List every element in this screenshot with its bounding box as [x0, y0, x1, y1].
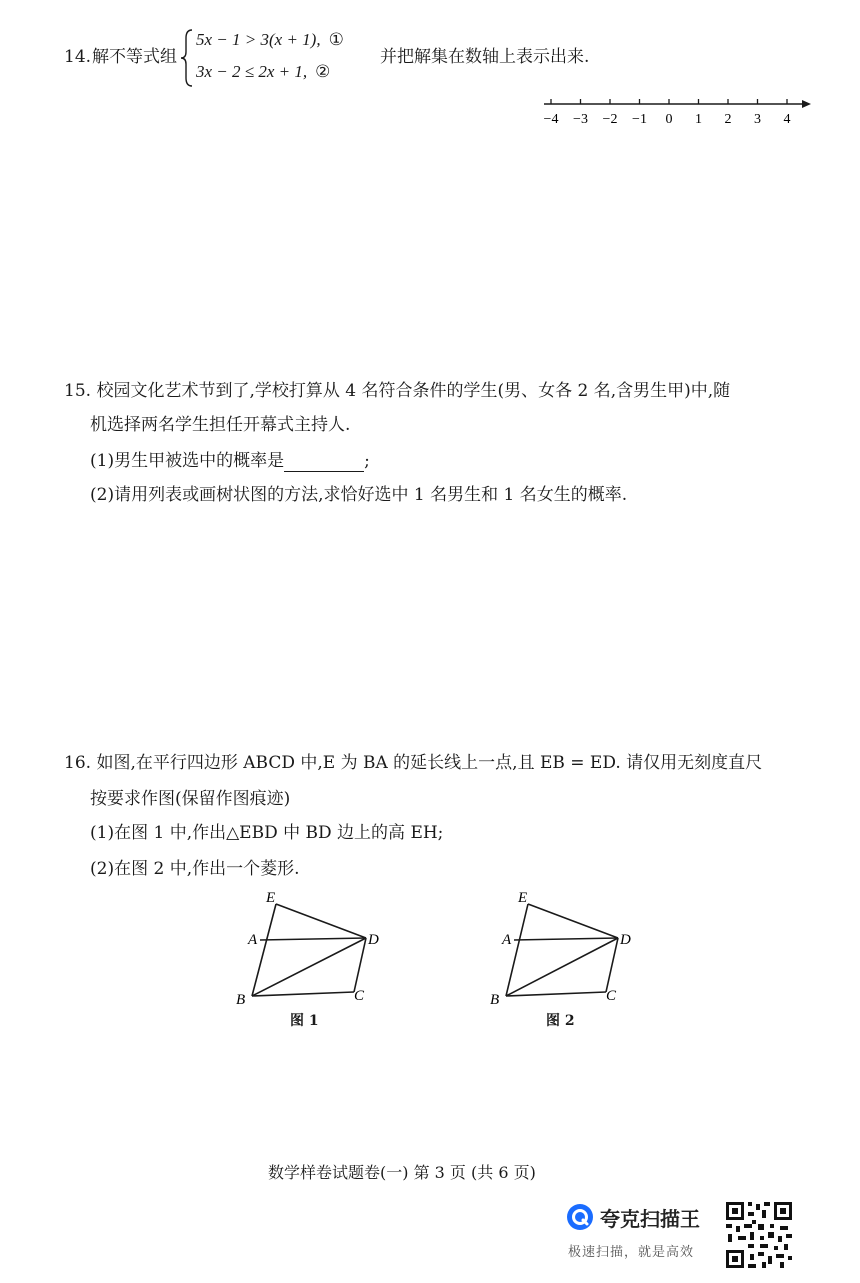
q15-part1-prefix: (1)男生甲被选中的概率是: [90, 451, 285, 471]
number-line-tick-label: −4: [543, 112, 559, 127]
inequality-2-text: 3x − 2 ≤ 2x + 1,: [196, 62, 308, 81]
inequality-1: [196, 30, 344, 50]
number-line-tick-label: 2: [724, 112, 732, 127]
label-e: E: [518, 890, 528, 906]
inequality-1-text: 5x − 1 > 3(x + 1),: [196, 30, 321, 49]
label-d: D: [368, 932, 379, 948]
q14-number: 14.: [64, 47, 92, 67]
segment-eb: [252, 904, 276, 996]
segment-bc: [252, 992, 354, 996]
q16-part1: (1)在图 1 中,作出△EBD 中 BD 边上的高 EH;: [90, 823, 444, 843]
figure-2: [480, 886, 640, 1006]
number-line-tick-label: −2: [602, 112, 618, 127]
segment-ad: [260, 938, 366, 940]
label-c: C: [354, 988, 365, 1004]
figure-1: [230, 886, 390, 1006]
answer-blank[interactable]: [284, 453, 364, 472]
label-e: E: [266, 890, 276, 906]
circled-2: ②: [315, 62, 331, 81]
number-line-tick-label: 4: [783, 112, 791, 127]
segment-ad: [514, 938, 618, 940]
number-line-tick-label: −1: [632, 112, 647, 127]
inequality-system: [180, 28, 380, 88]
number-line-tick-label: 3: [754, 112, 761, 127]
q15-part1: [90, 450, 370, 472]
label-c: C: [606, 988, 617, 1004]
q15-part1-suffix: ;: [364, 451, 370, 471]
number-line: [536, 92, 816, 132]
arrow-right-icon: [802, 100, 811, 108]
scanner-watermark: [566, 1197, 716, 1267]
label-a: A: [502, 932, 512, 948]
number-line-tick-label: −3: [573, 112, 588, 127]
q16-part2: (2)在图 2 中,作出一个菱形.: [90, 859, 300, 879]
quark-logo-icon: [566, 1203, 594, 1231]
q14-tail: 并把解集在数轴上表示出来.: [380, 47, 590, 67]
segment-ed: [276, 904, 366, 938]
label-b: B: [236, 992, 246, 1006]
q14-prompt: 解不等式组: [92, 47, 177, 67]
figure-2-caption: 图 2: [546, 1013, 575, 1029]
q15-line2: 机选择两名学生担任开幕式主持人.: [90, 415, 351, 435]
q15-part2: (2)请用列表或画树状图的方法,求恰好选中 1 名男生和 1 名女生的概率.: [90, 485, 628, 505]
figure-1-caption: 图 1: [290, 1013, 319, 1029]
brand-name: 夸克扫描王: [600, 1207, 700, 1231]
segment-eb: [506, 904, 528, 996]
qr-code-icon: [724, 1200, 794, 1270]
number-line-tick-label: 0: [665, 112, 673, 127]
segment-bc: [506, 992, 606, 996]
number-line-tick-label: 1: [695, 112, 702, 127]
label-d: D: [620, 932, 631, 948]
segment-bd: [252, 938, 366, 996]
q16-line1: 16. 如图,在平行四边形 ABCD 中,E 为 BA 的延长线上一点,且 EB = ED. 请仅用无刻度直尺: [64, 753, 763, 773]
segment-dc: [606, 938, 618, 992]
segment-ed: [528, 904, 618, 938]
q15-line1: 15. 校园文化艺术节到了,学校打算从 4 名符合条件的学生(男、女各 2 名,含男生甲)中,随: [64, 381, 731, 401]
page-footer: 数学样卷试题卷(一) 第 3 页 (共 6 页): [268, 1163, 536, 1182]
label-a: A: [248, 932, 258, 948]
brand-slogan: 极速扫描，就是高效: [568, 1245, 695, 1260]
left-brace-icon: [180, 28, 196, 88]
label-b: B: [490, 992, 500, 1006]
q16-line2: 按要求作图(保留作图痕迹): [90, 789, 291, 809]
segment-dc: [354, 938, 366, 992]
segment-bd: [506, 938, 618, 996]
inequality-2: [196, 62, 330, 82]
circled-1: ①: [328, 30, 344, 49]
